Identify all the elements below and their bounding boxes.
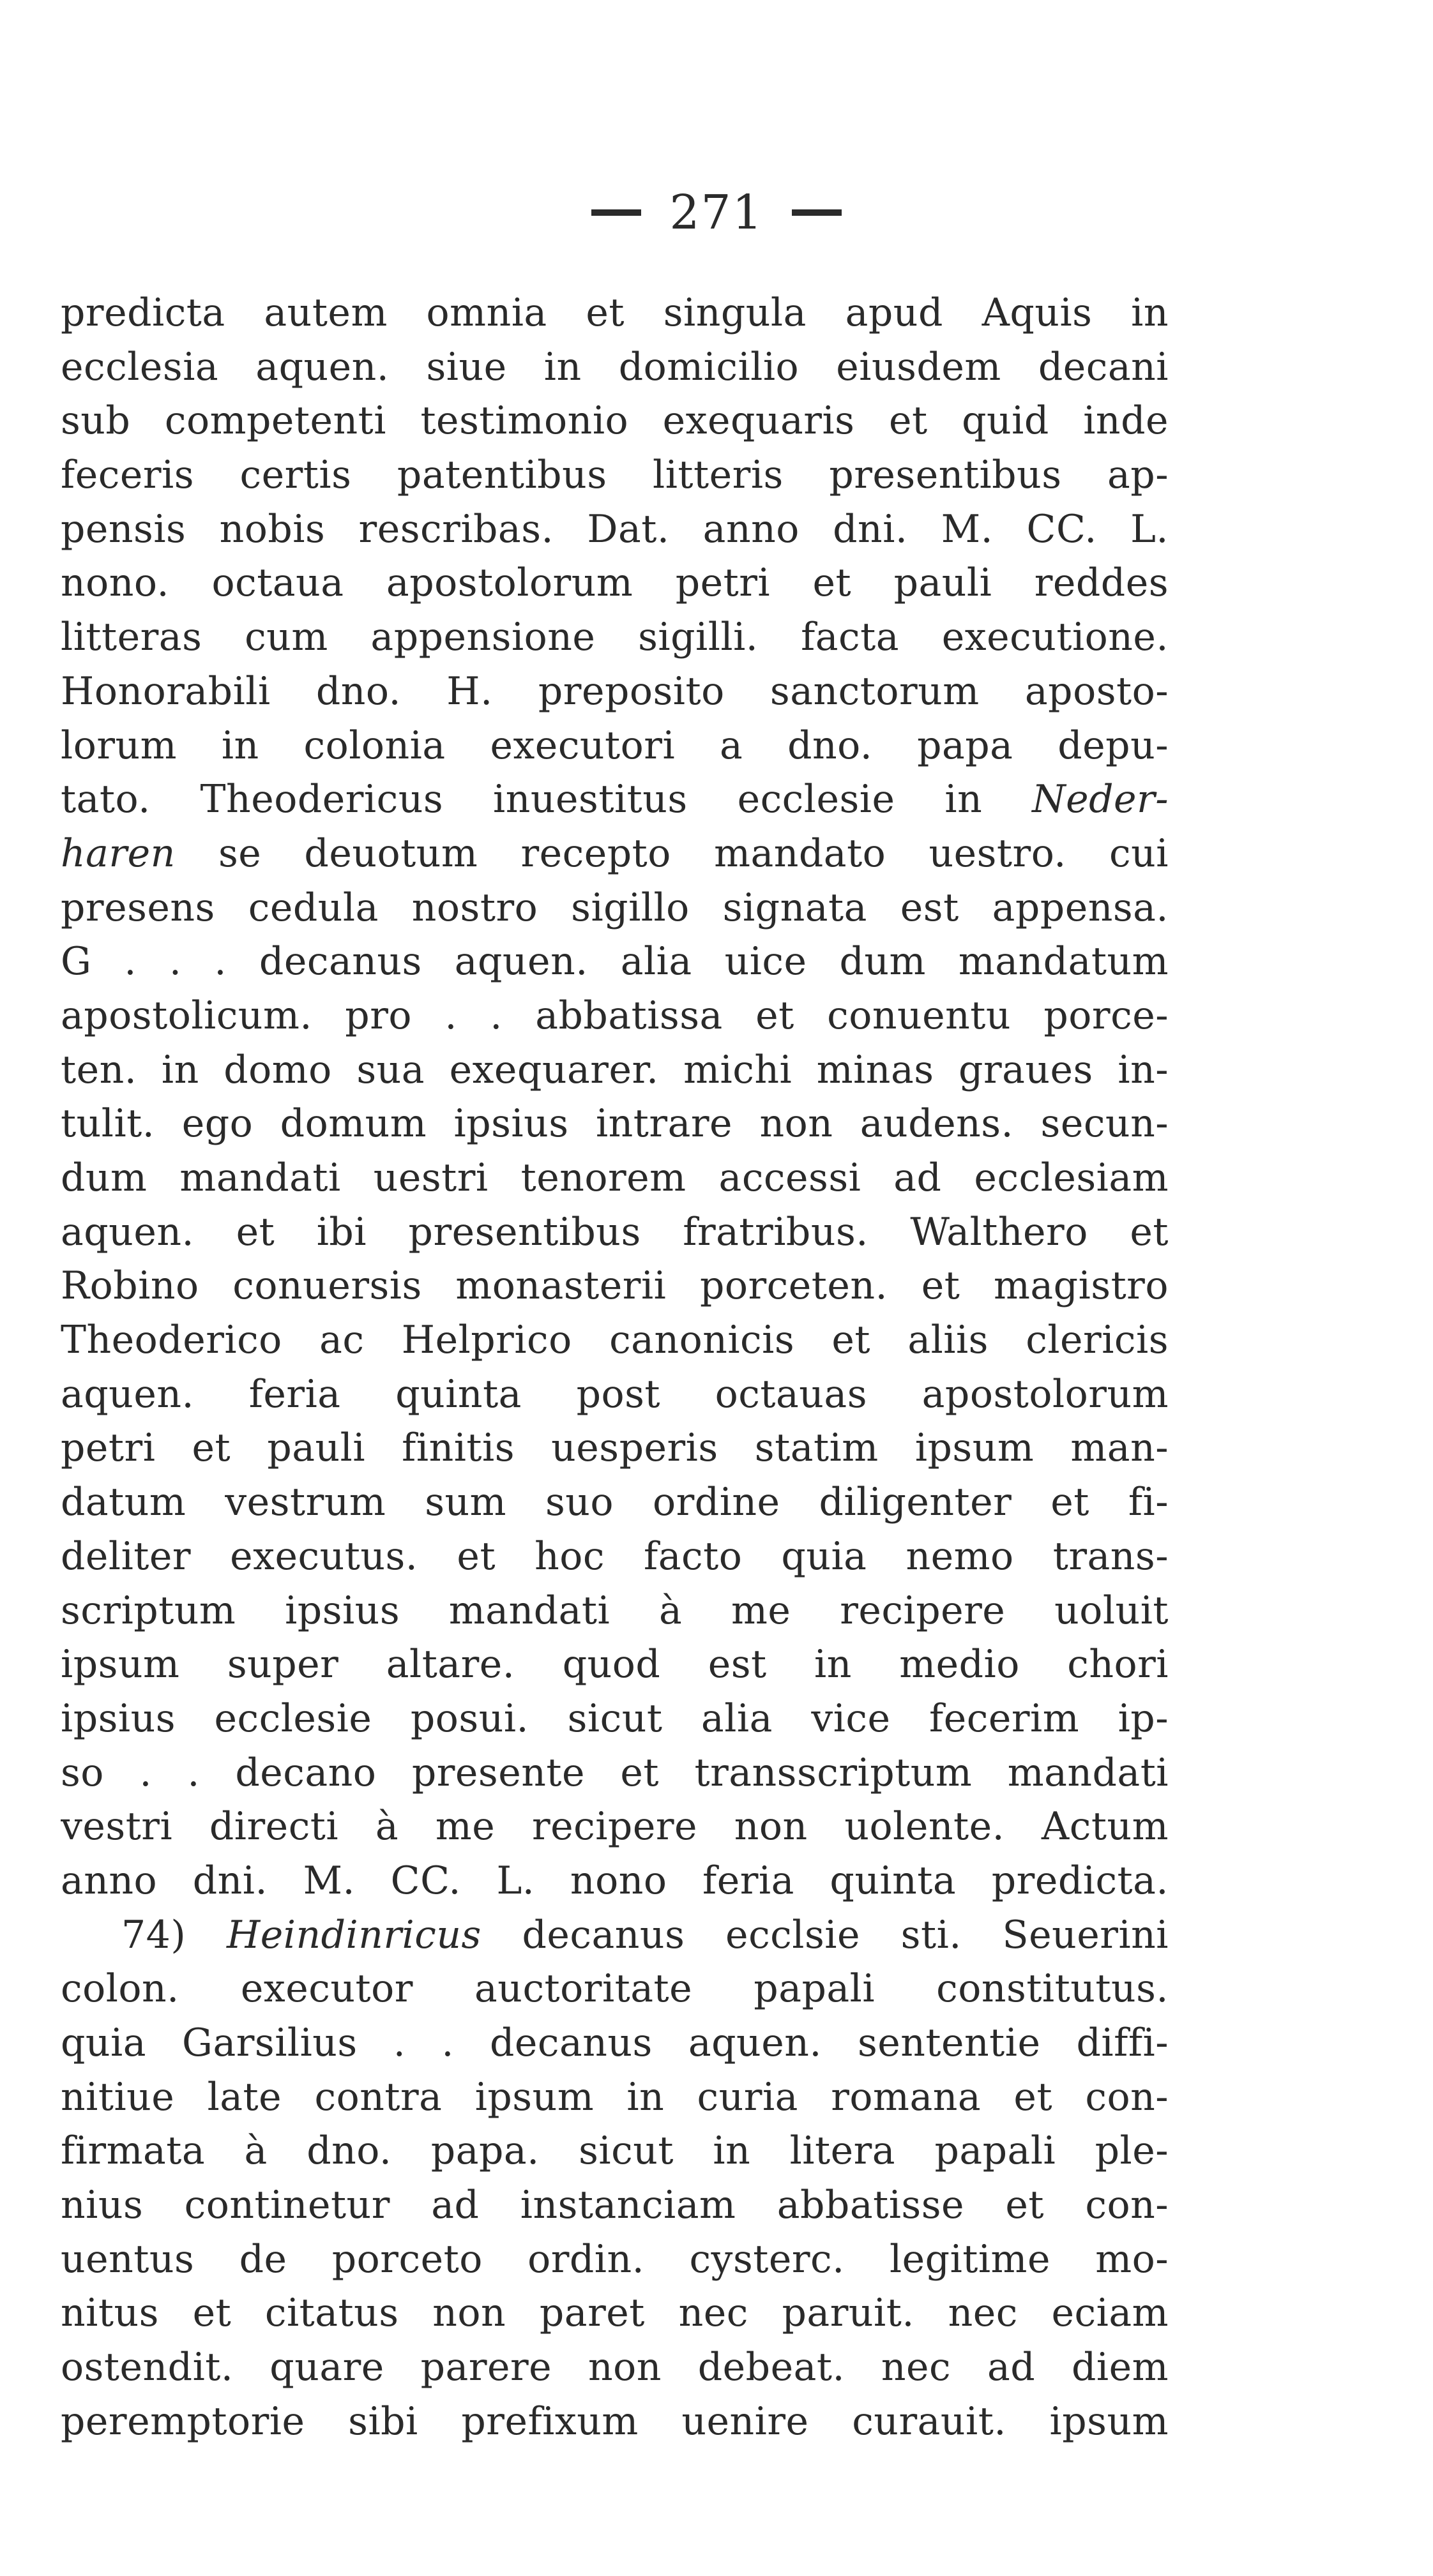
text-line: [61, 1584, 1169, 1638]
italic-name: Heindinricus: [226, 1912, 481, 1957]
text-segment: Honorabili dno. H. preposito sanctorum aposto-: [61, 668, 1169, 714]
text-line: [61, 1746, 1169, 1800]
text-segment: colon. executor auctoritate papali constitutus.: [61, 1966, 1169, 2012]
text-line: [61, 1475, 1169, 1530]
page-number: 271: [669, 185, 764, 240]
right-dash-ornament: [792, 209, 842, 216]
text-segment: litteras cum appensione sigilli. facta executione.: [61, 615, 1169, 660]
text-segment: 74): [121, 1912, 227, 1957]
text-segment: nius continetur ad instanciam abbatisse et con-: [61, 2183, 1169, 2228]
text-line: [61, 2124, 1169, 2178]
text-line: [61, 286, 1169, 340]
text-segment: aquen. et ibi presentibus fratribus. Walthero et: [61, 1209, 1169, 1254]
text-segment: petri et pauli finitis uesperis statim ipsum man-: [61, 1426, 1169, 1471]
text-line: [61, 1962, 1169, 2016]
text-line: [61, 2395, 1169, 2449]
text-segment: nitiue late contra ipsum in curia romana et con-: [61, 2074, 1169, 2120]
text-line: [61, 719, 1169, 773]
text-line: [61, 1367, 1169, 1422]
text-line: [61, 1421, 1169, 1475]
text-segment: so . . decano presente et transscriptum mandati: [61, 1750, 1169, 1795]
text-line: [61, 935, 1169, 989]
text-line: [61, 772, 1169, 827]
text-segment: sub competenti testimonio exequaris et quid inde: [61, 398, 1169, 444]
text-line: [61, 556, 1169, 610]
entry-heading-line: [61, 1908, 1169, 1962]
text-segment: presens cedula nostro sigillo signata est appensa.: [61, 885, 1169, 930]
text-segment: nono. octaua apostolorum petri et pauli reddes: [61, 561, 1169, 606]
text-segment: firmata à dno. papa. sicut in litera papali ple-: [61, 2128, 1169, 2174]
text-line: [61, 610, 1169, 665]
text-line: [61, 2286, 1169, 2340]
body-text: [61, 286, 1169, 2449]
text-line: [61, 1692, 1169, 1746]
text-line: [61, 502, 1169, 557]
text-line: [61, 1259, 1169, 1313]
text-segment: feceris certis patentibus litteris presentibus ap-: [61, 453, 1169, 498]
left-dash-ornament: [591, 209, 641, 216]
text-line: [61, 1043, 1169, 1097]
text-line: [61, 1638, 1169, 1692]
text-segment: quia Garsilius . . decanus aquen. sententie diffi-: [61, 2021, 1169, 2065]
text-segment: se deuotum recepto mandato uestro. cui: [175, 831, 1169, 876]
text-segment: deliter executus. et hoc facto quia nemo trans-: [61, 1533, 1169, 1579]
text-segment: ipsius ecclesie posui. sicut alia vice fecerim ip-: [61, 1696, 1169, 1741]
text-line: [61, 2340, 1169, 2395]
text-segment: dum mandati uestri tenorem accessi ad ecclesiam: [61, 1156, 1169, 1200]
text-line: [61, 665, 1169, 719]
text-segment: Robino conuersis monasterii porceten. et magistro: [61, 1263, 1169, 1309]
text-segment: tato. Theodericus inuestitus ecclesie in: [61, 777, 1033, 822]
text-segment: vestri directi à me recipere non uolente. Actum: [61, 1804, 1169, 1849]
text-segment: uentus de porceto ordin. cysterc. legitime mo-: [61, 2236, 1169, 2282]
text-segment: predicta autem omnia et singula apud Aquis in: [61, 290, 1169, 335]
italic-name: haren: [61, 831, 176, 876]
text-line: [61, 394, 1169, 448]
text-line: [61, 340, 1169, 395]
text-segment: ipsum super altare. quod est in medio chori: [61, 1642, 1169, 1687]
text-line: [61, 2178, 1169, 2233]
text-line: [61, 1151, 1169, 1205]
text-segment: aquen. feria quinta post octauas apostolorum: [61, 1371, 1169, 1417]
text-segment: apostolicum. pro . . abbatissa et conuentu porce-: [61, 993, 1169, 1038]
text-segment: G . . . decanus aquen. alia uice dum mandatum: [61, 939, 1169, 984]
text-segment: datum vestrum sum suo ordine diligenter et fi-: [61, 1480, 1169, 1525]
text-line: [61, 1800, 1169, 1854]
text-line: [61, 2070, 1169, 2125]
text-segment: decanus ecclsie sti. Seuerini: [481, 1912, 1169, 1957]
text-segment: tulit. ego domum ipsius intrare non audens. secun-: [61, 1101, 1169, 1147]
text-segment: Theoderico ac Helprico canonicis et aliis clericis: [61, 1318, 1169, 1363]
text-line: [61, 989, 1169, 1043]
text-segment: lorum in colonia executori a dno. papa depu-: [61, 723, 1169, 768]
text-line: [61, 448, 1169, 502]
text-line: [61, 1854, 1169, 1908]
text-line: [61, 1530, 1169, 1584]
text-segment: anno dni. M. CC. L. nono feria quinta predicta.: [61, 1858, 1169, 1903]
text-segment: peremptorie sibi prefixum uenire curauit. ipsum: [61, 2399, 1169, 2444]
text-line: [61, 1205, 1169, 1260]
text-line: [61, 2016, 1169, 2070]
text-line: [61, 827, 1169, 881]
text-segment: scriptum ipsius mandati à me recipere uoluit: [61, 1588, 1169, 1633]
text-segment: pensis nobis rescribas. Dat. anno dni. M. CC. L.: [61, 506, 1169, 552]
text-segment: ostendit. quare parere non debeat. nec ad diem: [61, 2345, 1169, 2390]
page-number-header: [0, 185, 1433, 240]
text-line: [61, 881, 1169, 935]
text-line: [61, 1097, 1169, 1151]
text-line: [61, 2233, 1169, 2287]
italic-name: Neder-: [1032, 777, 1169, 822]
text-segment: nitus et citatus non paret nec paruit. nec eciam: [61, 2291, 1169, 2336]
text-segment: ecclesia aquen. siue in domicilio eiusdem decani: [61, 344, 1169, 389]
text-line: [61, 1313, 1169, 1367]
text-segment: ten. in domo sua exequarer. michi minas graues in-: [61, 1047, 1169, 1092]
